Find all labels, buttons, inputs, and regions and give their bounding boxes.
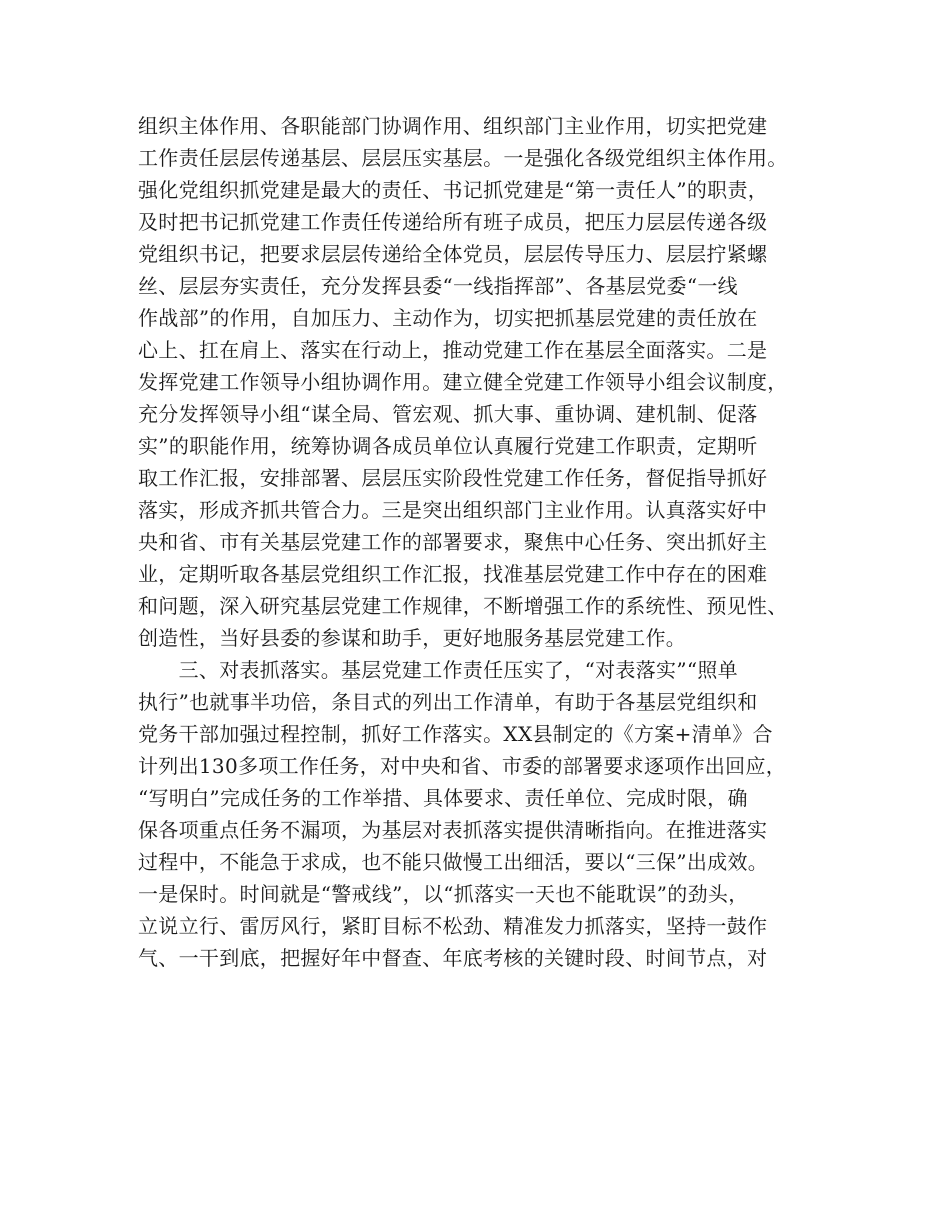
text-line: 计列出130多项工作任务，对中央和省、市委的部署要求逐项作出回应， bbox=[138, 754, 787, 778]
text-line: 充分发挥领导小组“谋全局、管宏观、抓大事、重协调、建机制、促落 bbox=[138, 402, 758, 426]
text-line: 党组织书记，把要求层层传递给全体党员，层层传导压力、层层拧紧螺 bbox=[138, 242, 768, 266]
text-line: 心上、扛在肩上、落实在行动上，推动党建工作在基层全面落实。二是 bbox=[138, 338, 768, 362]
text-line: 和问题，深入研究基层党建工作规律，不断增强工作的系统性、预见性、 bbox=[138, 594, 788, 618]
text-line: 及时把书记抓党建工作责任传递给所有班子成员，把压力层层传递各级 bbox=[138, 210, 768, 234]
text-line: 取工作汇报，安排部署、层层压实阶段性党建工作任务，督促指导抓好 bbox=[138, 466, 768, 490]
text-line: 落实，形成齐抓共管合力。三是突出组织部门主业作用。认真落实好中 bbox=[138, 498, 768, 522]
document-body bbox=[138, 110, 838, 974]
text-line: 作战部”的作用，自加压力、主动作为，切实把抓基层党建的责任放在 bbox=[138, 306, 758, 330]
text-line: 保各项重点任务不漏项，为基层对表抓落实提供清晰指向。在推进落实 bbox=[138, 818, 768, 842]
text-line: “写明白”完成任务的工作举措、具体要求、责任单位、完成时限，确 bbox=[138, 786, 748, 810]
text-line: 创造性，当好县委的参谋和助手，更好地服务基层党建工作。 bbox=[138, 626, 687, 650]
text-line: 强化党组织抓党建是最大的责任、书记抓党建是“第一责任人”的职责， bbox=[138, 178, 769, 202]
text-line: 实”的职能作用，统筹协调各成员单位认真履行党建工作职责，定期听 bbox=[138, 434, 758, 458]
text-line: 工作责任层层传递基层、层层压实基层。一是强化各级党组织主体作用。 bbox=[138, 146, 788, 170]
text-line: 党务干部加强过程控制，抓好工作落实。XX县制定的《方案+清单》合 bbox=[138, 722, 773, 746]
text-line: 组织主体作用、各职能部门协调作用、组织部门主业作用，切实把党建 bbox=[138, 114, 768, 138]
text-line: 发挥党建工作领导小组协调作用。建立健全党建工作领导小组会议制度， bbox=[138, 370, 788, 394]
text-line: 执行”也就事半功倍，条目式的列出工作清单，有助于各基层党组织和 bbox=[138, 690, 758, 714]
text-line: 三、对表抓落实。基层党建工作责任压实了，“对表落实”“照单 bbox=[138, 658, 738, 682]
text-line: 央和省、市有关基层党建工作的部署要求，聚焦中心任务、突出抓好主 bbox=[138, 530, 768, 554]
text-line: 一是保时。时间就是“警戒线”，以“抓落实一天也不能耽误”的劲头， bbox=[138, 882, 749, 906]
text-line: 业，定期听取各基层党组织工作汇报，找准基层党建工作中存在的困难 bbox=[138, 562, 768, 586]
text-line: 丝、层层夯实责任，充分发挥县委“一线指挥部”、各基层党委“一线 bbox=[138, 274, 738, 298]
text-line: 过程中，不能急于求成，也不能只做慢工出细活，要以“三保”出成效。 bbox=[138, 850, 769, 874]
text-line: 气、一干到底，把握好年中督查、年底考核的关键时段、时间节点，对 bbox=[138, 946, 768, 970]
text-line: 立说立行、雷厉风行，紧盯目标不松劲、精准发力抓落实，坚持一鼓作 bbox=[138, 914, 768, 938]
